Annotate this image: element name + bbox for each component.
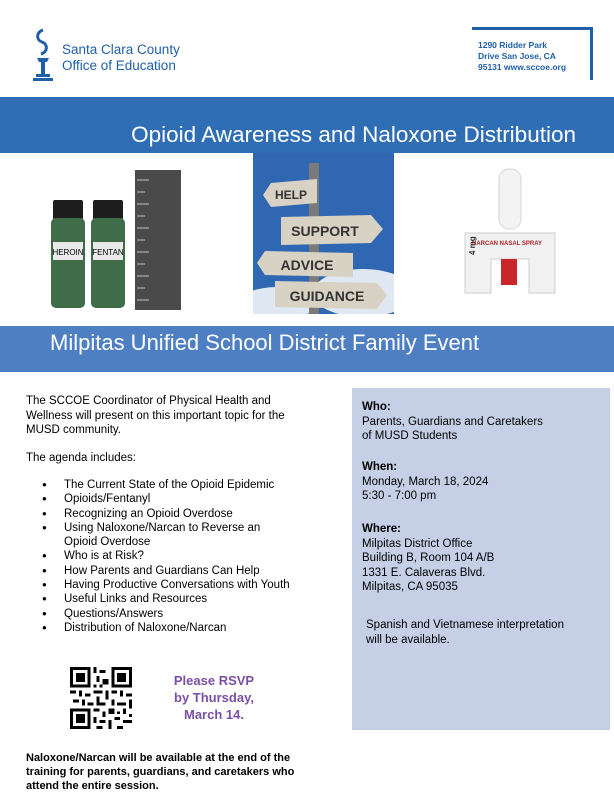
when-label: When: [362, 461, 398, 473]
agenda-item: ● Opioids/Fentanyl [26, 492, 296, 506]
vial-label-heroin: HEROIN [52, 248, 84, 257]
sign-support: SUPPORT [291, 223, 359, 239]
who-block [362, 400, 543, 444]
agenda-item: ● Recognizing an Opioid Overdose [26, 507, 296, 521]
address-line2: Drive San Jose, CA [478, 51, 556, 61]
spray-dose: 4 mg [468, 236, 477, 255]
sign-guidance: GUIDANCE [289, 288, 365, 304]
rsvp-line3: March 14. [184, 707, 244, 722]
sccoe-logo-icon [30, 28, 56, 82]
agenda-item: ● The Current State of the Opioid Epidemic [26, 478, 296, 492]
interp-line1: Spanish and Vietnamese interpretation [366, 619, 564, 631]
agenda-item: ● Using Naloxone/Narcan to Reverse an Opioid Overdose [26, 521, 296, 550]
rsvp-line1: Please RSVP [173, 673, 255, 688]
address-line3: 95131 www.sccoe.org [478, 62, 567, 72]
when-block [362, 460, 488, 504]
where-line4: Milpitas, CA 95035 [362, 581, 458, 593]
where-label: Where: [362, 523, 401, 535]
agenda-item: ● Having Productive Conversations with Youth [26, 578, 296, 592]
signpost-photo [253, 153, 394, 314]
interpretation-note [366, 618, 564, 647]
who-line1: Parents, Guardians and Caretakers [362, 415, 543, 428]
sign-help: HELP [274, 188, 308, 202]
who-line2: of MUSD Students [362, 430, 458, 442]
page-title: Opioid Awareness and Naloxone Distribution [131, 122, 576, 147]
sign-advice: ADVICE [280, 257, 334, 273]
agenda-intro: The agenda includes: [26, 452, 136, 464]
details-panel [352, 388, 610, 730]
event-title: Milpitas Unified School District Family Event [50, 330, 480, 355]
spray-label: NARCAN NASAL SPRAY [471, 241, 543, 247]
rsvp-line2: by Thursday, [174, 690, 254, 705]
intro-paragraph: The SCCOE Coordinator of Physical Health and Wellness will present on this important topic for the MUSD community. [26, 395, 285, 436]
agenda-item: ● Distribution of Naloxone/Narcan [26, 621, 296, 635]
when-line2: 5:30 - 7:00 pm [362, 490, 437, 502]
agenda-item: ● How Parents and Guardians Can Help [26, 564, 296, 578]
address-block [478, 40, 566, 73]
who-label: Who: [362, 401, 391, 413]
rsvp-qr-code[interactable] [70, 667, 132, 729]
vial-label-fentanyl: FENTAN [92, 248, 124, 257]
org-name [62, 42, 180, 74]
where-line1: Milpitas District Office [362, 537, 473, 550]
when-line1: Monday, March 18, 2024 [362, 475, 489, 488]
org-name-line2: Office of Education [62, 58, 176, 73]
org-name-line1: Santa Clara County [62, 42, 180, 57]
footer-note: Naloxone/Narcan will be available at the end of the training for parents, guardians, and caretakers who attend the entire session. [26, 752, 295, 792]
rsvp-note [166, 672, 262, 723]
agenda-list [26, 478, 296, 635]
where-line2: Building B, Room 104 A/B [362, 552, 495, 564]
agenda-item: ● Who is at Risk? [26, 549, 296, 563]
nasal-spray-photo [445, 163, 565, 303]
address-line1: 1290 Ridder Park [478, 40, 547, 50]
where-line3: 1331 E. Calaveras Blvd. [362, 566, 486, 579]
agenda-item: ● Useful Links and Resources [26, 592, 296, 606]
interp-line2: will be available. [366, 633, 450, 646]
agenda-item: ● Questions/Answers [26, 607, 296, 621]
where-block [362, 522, 494, 595]
vials-photo [31, 162, 201, 312]
